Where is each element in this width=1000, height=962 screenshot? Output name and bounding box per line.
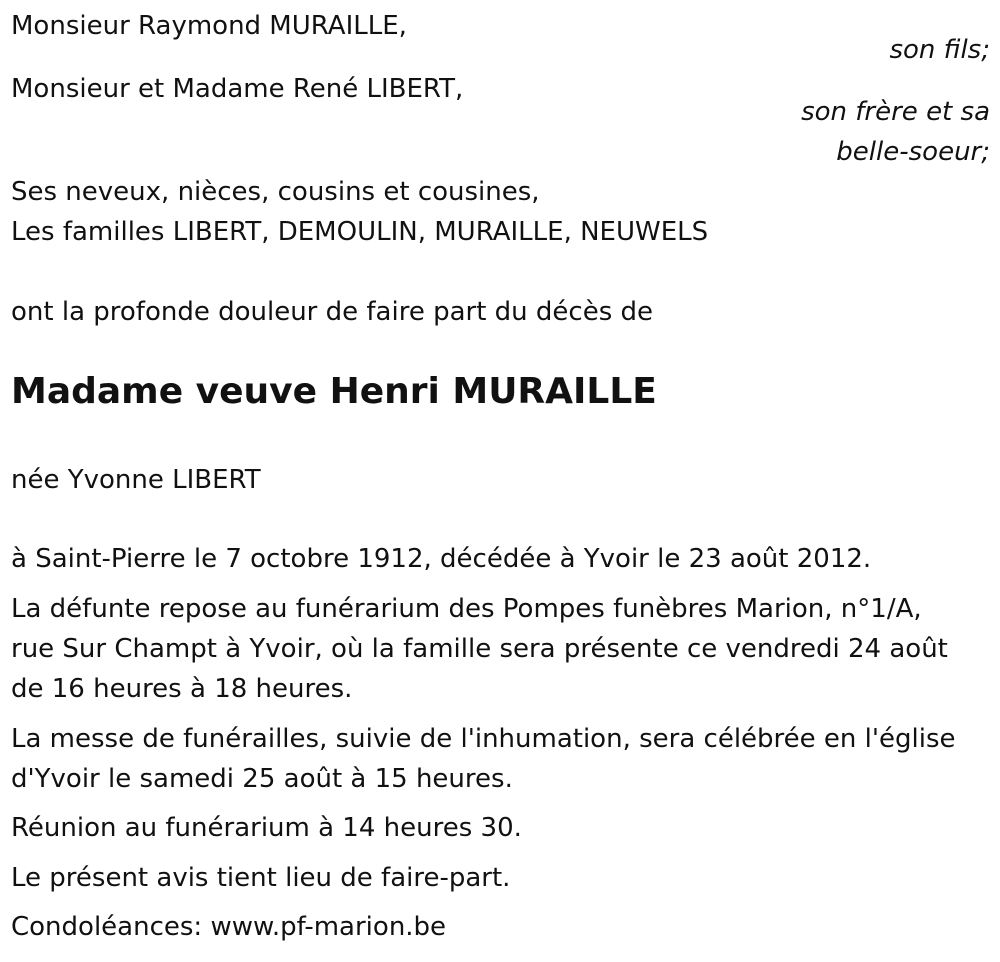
family-line-families: Les familles LIBERT, DEMOULIN, MURAILLE, NEUWELS xyxy=(11,217,709,247)
announcement-text: ont la profonde douleur de faire part du décès de xyxy=(11,297,654,327)
deceased-name: Madame veuve Henri MURAILLE xyxy=(11,371,657,412)
condolences-line: Condoléances: www.pf-marion.be xyxy=(11,912,447,942)
notice-line: Le présent avis tient lieu de faire-part. xyxy=(11,863,511,893)
family-line-son: Monsieur Raymond MURAILLE, xyxy=(11,11,407,41)
maiden-name: née Yvonne LIBERT xyxy=(11,465,261,495)
funerarium-line-2: rue Sur Champt à Yvoir, où la famille sera présente ce vendredi 24 août xyxy=(11,634,948,664)
relation-brother-a: son frère et sa xyxy=(801,97,990,127)
birth-death-line: à Saint-Pierre le 7 octobre 1912, décédée à Yvoir le 23 août 2012. xyxy=(11,544,872,574)
family-line-brother: Monsieur et Madame René LIBERT, xyxy=(11,74,464,104)
family-line-nephews: Ses neveux, nièces, cousins et cousines, xyxy=(11,177,540,207)
funerarium-line-3: de 16 heures à 18 heures. xyxy=(11,674,353,704)
mass-line-2: d'Yvoir le samedi 25 août à 15 heures. xyxy=(11,764,513,794)
relation-son: son fils; xyxy=(889,35,990,65)
funerarium-line-1: La défunte repose au funérarium des Pompes funèbres Marion, n°1/A, xyxy=(11,594,922,624)
meeting-line: Réunion au funérarium à 14 heures 30. xyxy=(11,813,522,843)
relation-brother-b: belle-soeur; xyxy=(836,137,990,167)
mass-line-1: La messe de funérailles, suivie de l'inhumation, sera célébrée en l'église xyxy=(11,724,956,754)
